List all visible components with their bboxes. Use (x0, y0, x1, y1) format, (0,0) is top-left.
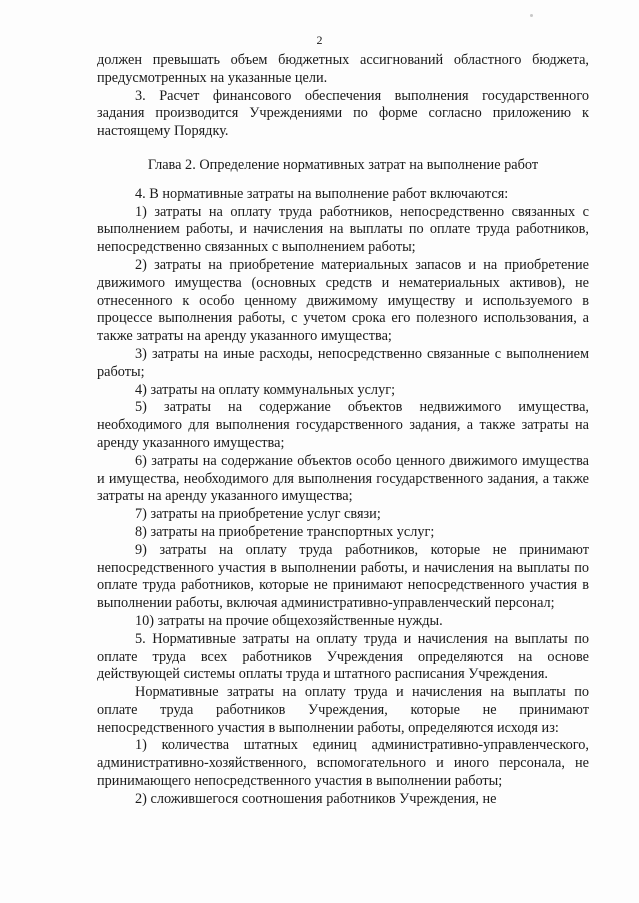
subitem-7: 7) затраты на приобретение услуг связи; (135, 506, 381, 523)
paragraph-continuation: должен превышать объем бюджетных ассигнований областного бюджета, предусмотренных на указанные цели. (97, 52, 589, 86)
paragraph-item-4: 4. В нормативные затраты на выполнение работ включаются: (135, 185, 509, 202)
basis-item-2: 2) сложившегося соотношения работников Учреждения, не (135, 790, 497, 807)
paragraph-item-3: 3. Расчет финансового обеспечения выполнения государственного задания производится Учреждениями по форме согласно приложению к настоящему Порядку. (97, 87, 589, 140)
subitem-2: 2) затраты на приобретение материальных запасов и на приобретение движимого имущества (основных средств и нематериальных активов), не отнесенного к особо ценному движимому имуществу и используемого в процессе выполнения работы, с учетом срока его полезного использования, а также затраты на аренду указанного имущества; (97, 256, 589, 345)
subitem-8: 8) затраты на приобретение транспортных услуг; (135, 523, 435, 540)
subitem-4: 4) затраты на оплату коммунальных услуг; (135, 381, 396, 398)
subitem-9: 9) затраты на оплату труда работников, которые не принимают непосредственного участия в выполнении работы, и начисления на выплаты по оплате труда работников, которые не принимают непосредственного участия в выполнении работы, включая административно-управленческий персонал; (97, 541, 589, 612)
basis-item-1: 1) количества штатных единиц административно-управленческого, административно-хозяйственного, вспомогательного и иного персонала, не принимающего непосредственного участия в выполнении работы; (97, 737, 589, 790)
subitem-3: 3) затраты на иные расходы, непосредственно связанные с выполнением работы; (97, 345, 589, 380)
subitem-1: 1) затраты на оплату труда работников, непосредственно связанных с выполнением работы, и начисления на выплаты по оплате труда работников, непосредственно связанных с выполнением работы; (97, 203, 589, 256)
chapter-heading: Глава 2. Определение нормативных затрат на выполнение работ (147, 156, 539, 173)
document-body (97, 52, 589, 809)
subitem-6: 6) затраты на содержание объектов особо ценного движимого имущества и имущества, необходимого для выполнения государственного задания, а также затраты на аренду указанного имущества; (97, 452, 589, 505)
paragraph-item-5: 5. Нормативные затраты на оплату труда и начисления на выплаты по оплате труда всех работников Учреждения определяются на основе действующей системы оплаты труда и штатного расписания Учреждения. (97, 630, 589, 683)
paragraph-admin-costs: Нормативные затраты на оплату труда и начисления на выплаты по оплате труда работников Учреждения, которые не принимают непосредственного участия в выполнении работы, определяются исходя из: (97, 684, 589, 736)
scan-speck (530, 14, 533, 17)
subitem-5: 5) затраты на содержание объектов недвижимого имущества, необходимого для выполнения государственного задания, а также затраты на аренду указанного имущества; (97, 399, 589, 451)
page-number: 2 (316, 33, 323, 47)
subitem-10: 10) затраты на прочие общехозяйственные нужды. (135, 612, 443, 629)
